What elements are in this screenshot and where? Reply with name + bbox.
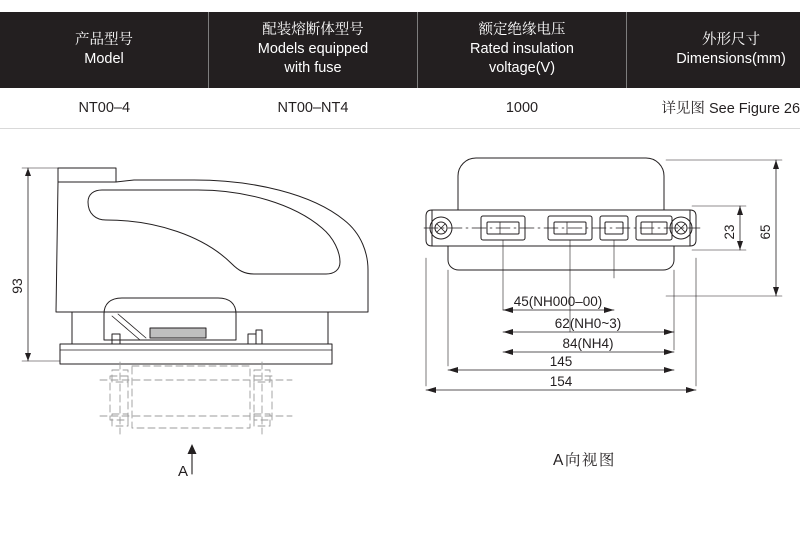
side-top-block bbox=[58, 168, 116, 182]
cell-model-value: NT00–4 bbox=[0, 88, 209, 129]
drawing-canvas bbox=[0, 118, 800, 540]
dimension-93 bbox=[22, 168, 60, 361]
header-en-dimensions: Dimensions(mm) bbox=[676, 50, 786, 67]
technical-drawing bbox=[0, 118, 800, 540]
cell-dimensions-value: 详见图 See Figure 26 bbox=[627, 88, 800, 129]
header-cell-model bbox=[0, 12, 209, 88]
front-view-group bbox=[424, 158, 782, 393]
header-cell-fuse bbox=[209, 12, 418, 88]
side-view-group bbox=[22, 168, 368, 474]
front-bottom-cover bbox=[448, 246, 674, 270]
label-154: 154 bbox=[549, 374, 573, 389]
label-45: 45(NH000–00) bbox=[513, 294, 603, 309]
side-foot-right2 bbox=[256, 330, 262, 344]
header-cn-voltage: 额定绝缘电压 bbox=[478, 22, 566, 38]
header-cn-model: 产品型号 bbox=[75, 31, 133, 48]
side-base-plate bbox=[60, 344, 332, 364]
cell-fuse-value: NT00–NT4 bbox=[209, 88, 418, 129]
header-cell-dimensions bbox=[627, 12, 800, 88]
view-arrow-a bbox=[188, 444, 197, 474]
side-inner-contour bbox=[88, 190, 340, 274]
header-cn-dimensions: 外形尺寸 bbox=[702, 31, 760, 48]
cell-voltage-value: 1000 bbox=[418, 88, 627, 129]
side-foot-right bbox=[248, 334, 256, 344]
table-header bbox=[0, 12, 800, 88]
side-fuse-block bbox=[150, 328, 206, 338]
table-header-row bbox=[0, 12, 800, 88]
header-cell-voltage bbox=[418, 12, 627, 88]
label-23: 23 bbox=[722, 224, 737, 240]
label-65: 65 bbox=[758, 224, 773, 240]
header-en-fuse-2: with fuse bbox=[284, 60, 342, 77]
header-en-voltage-1: Rated insulation bbox=[470, 41, 574, 58]
front-top-cover bbox=[458, 158, 664, 210]
label-84: 84(NH4) bbox=[562, 336, 614, 351]
mounting-pattern-dashed bbox=[100, 362, 292, 434]
header-en-voltage-2: voltage(V) bbox=[488, 60, 556, 77]
label-93: 93 bbox=[9, 278, 25, 294]
side-body-outline bbox=[56, 180, 368, 312]
header-en-model: Model bbox=[84, 50, 124, 67]
header-cn-fuse: 配装熔断体型号 bbox=[262, 22, 364, 38]
header-en-fuse-1: Models equipped bbox=[257, 41, 369, 58]
front-view-caption: A向视图 bbox=[553, 452, 616, 469]
side-foot-left bbox=[112, 334, 120, 344]
label-145: 145 bbox=[549, 354, 573, 369]
label-62: 62(NH0~3) bbox=[554, 316, 622, 331]
specification-table bbox=[0, 12, 800, 129]
view-arrow-label-a: A bbox=[178, 463, 189, 480]
